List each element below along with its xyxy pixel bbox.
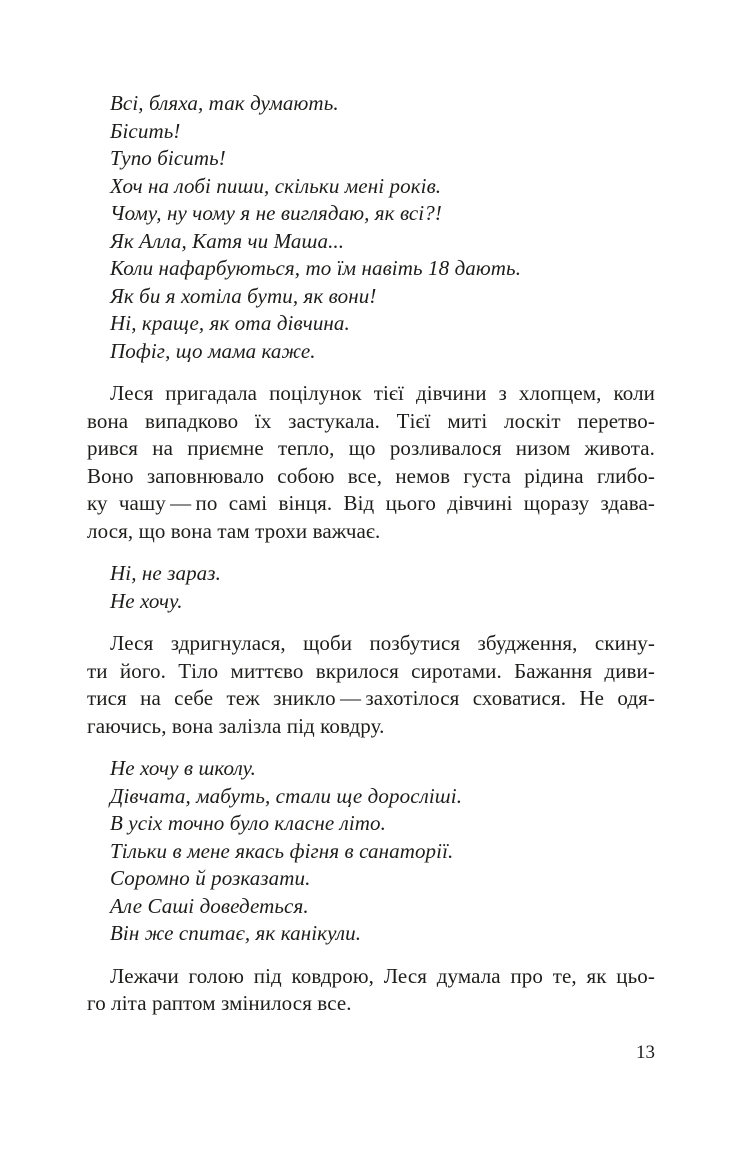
text-line: Не хочу. [110, 588, 183, 613]
text-line: тися на себе теж зникло — захотілося сховатися. Не одя- [87, 686, 655, 710]
text-line: Лежачи голою під ковдрою, Леся думала про те, як цьо- [110, 963, 655, 988]
text-line: рився на приємне тепло, що розливалося низом живота. [87, 436, 655, 460]
inner-monologue-block [87, 90, 655, 365]
text-line: Тупо бісить! [110, 146, 226, 170]
text-line: Соромно й розказати. [110, 866, 311, 890]
text-line: Воно заповнювало собою все, немов густа рідина глибо- [87, 463, 655, 488]
text-line: Коли нафарбуються, то їм навіть 18 дають. [110, 256, 522, 280]
text-line: Він же спитає, як канікули. [110, 921, 362, 945]
text-line: Бісить! [110, 118, 181, 143]
text-line: ти його. Тіло миттєво вкрилося сиротами. Бажання диви- [87, 658, 655, 683]
text-line: Леся пригадала поцілунок тієї дівчини з хлопцем, коли [110, 381, 655, 405]
text-block [87, 90, 655, 1018]
text-line: Але Саші доведеться. [110, 893, 309, 918]
narrative-paragraph [87, 630, 655, 740]
text-line: Леся здригнулася, щоби позбутися збудження, скину- [110, 631, 655, 655]
text-line: лося, що вона там трохи важчає. [87, 518, 381, 543]
text-line: ку чашу — по самі вінця. Від цього дівчині щоразу здава- [87, 491, 655, 515]
text-line: Тільки в мене якась фігня в санаторії. [110, 838, 454, 863]
text-line: Ні, краще, як ота дівчина. [110, 311, 350, 335]
text-line: Ні, не зараз. [110, 561, 221, 585]
page-number: 13 [636, 1042, 655, 1063]
narrative-paragraph [87, 963, 655, 1018]
inner-monologue-block [87, 755, 655, 948]
text-line: В усіх точно було класне літо. [110, 811, 387, 835]
text-line: Хоч на лобі пиши, скільки мені років. [110, 173, 442, 198]
text-line: вона випадково їх застукала. Тієї миті лоскіт перетво- [87, 408, 655, 433]
inner-monologue-block [87, 560, 655, 615]
text-line: Дівчата, мабуть, стали ще доросліші. [110, 783, 463, 808]
text-line: Як Алла, Катя чи Маша... [110, 228, 345, 253]
text-line: Як би я хотіла бути, як вони! [110, 283, 377, 308]
text-line: Всі, бляха, так думають. [110, 91, 339, 115]
narrative-paragraph [87, 380, 655, 545]
text-line: Пофіг, що мама каже. [110, 338, 316, 363]
text-line: Не хочу в школу. [110, 756, 257, 780]
text-line: гаючись, вона залізла під ковдру. [87, 713, 385, 738]
text-line: Чому, ну чому я не виглядаю, як всі?! [110, 201, 442, 225]
text-line: го літа раптом змінилося все. [87, 991, 352, 1015]
